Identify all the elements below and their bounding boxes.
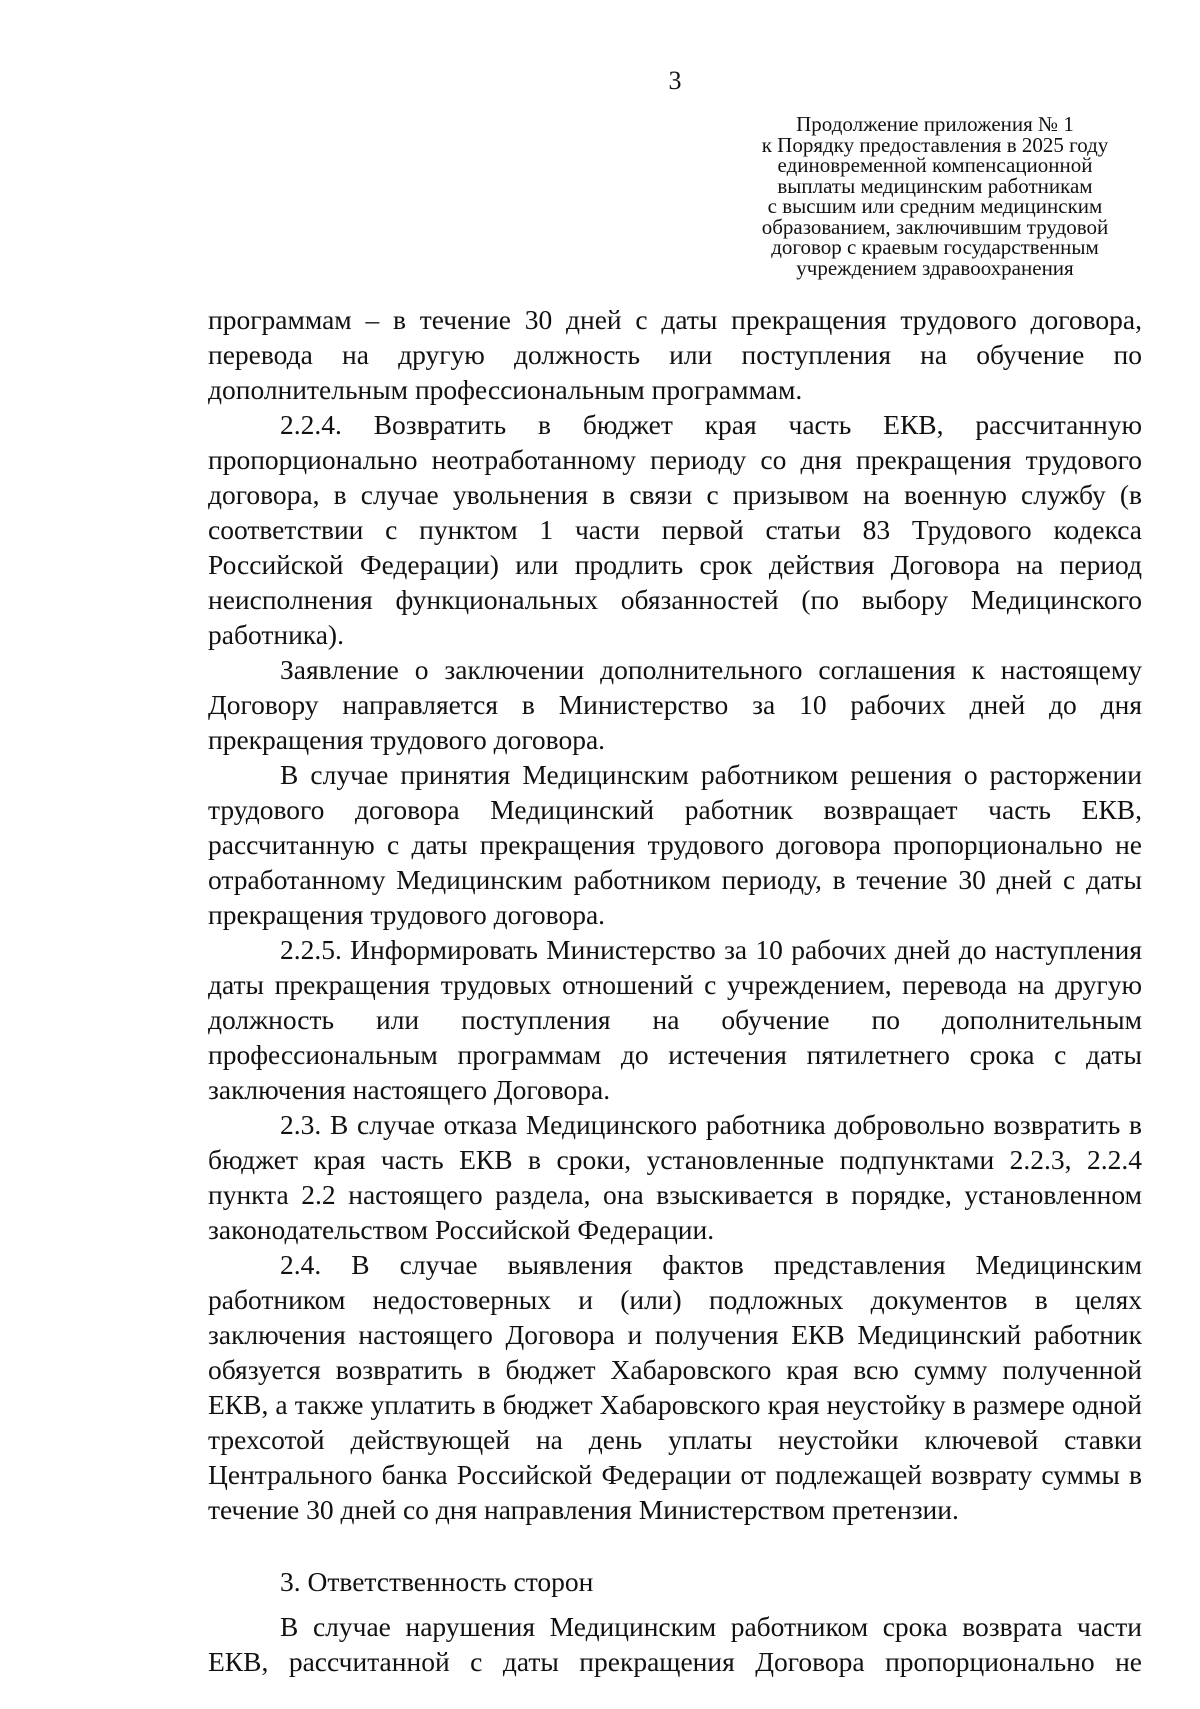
page-number: 3 <box>668 66 682 95</box>
appendix-line: учреждением здравоохранения <box>796 255 1074 280</box>
appendix-line: единовременной компенсационной <box>777 153 1093 177</box>
paragraph-clause-2-2-5: 2.2.5. Информировать Министерство за 10 рабочих дней до наступления даты прекращения трудовых отношений с учреждением, перевода на другую должность или поступления на обучение по дополнительным профессиональным программам до истечения пятилетнего срока с даты заключения настоящего Договора. <box>208 934 1142 1105</box>
document-body <box>208 302 1142 1679</box>
appendix-header <box>720 114 1150 278</box>
appendix-line: к Порядку предоставления в 2025 году <box>761 132 1109 157</box>
appendix-line: образованием, заключившим трудовой <box>761 214 1109 239</box>
paragraph-responsibility: В случае нарушения Медицинским работником срока возврата части ЕКВ, рассчитанной с даты прекращения Договора пропорционально не <box>208 1611 1142 1677</box>
appendix-line: с высшим или средним медицинским <box>767 194 1103 218</box>
paragraph-continuation: программам – в течение 30 дней с даты прекращения трудового договора, перевода на другую должность или поступления на обучение по дополнительным профессиональным программам. <box>208 304 1142 405</box>
appendix-line: выплаты медицинским работникам <box>777 173 1093 198</box>
paragraph-clause-2-3: 2.3. В случае отказа Медицинского работника добровольно возвратить в бюджет края часть ЕКВ в сроки, установленные подпунктами 2.2.3, 2.2.4 пункта 2.2 настоящего раздела, она взыскивается в порядке, установленном законодательством Российской Федерации. <box>208 1109 1142 1245</box>
paragraph-clause-2-4: 2.4. В случае выявления фактов представления Медицинским работником недостоверных и (или) подложных документов в целях заключения настоящего Договора и получения ЕКВ Медицинский работник обязуется возвратить в бюджет Хабаровского края всю сумму полученной ЕКВ, а также уплатить в бюджет Хабаровского края неустойку в размере одной трехсотой действующей на день уплаты неустойки ключевой ставки Центрального банка Российской Федерации от подлежащей возврату суммы в течение 30 дней со дня направления Министерством претензии. <box>208 1249 1142 1525</box>
appendix-line: договор с краевым государственным <box>771 235 1099 259</box>
paragraph-termination: В случае принятия Медицинским работником решения о расторжении трудового договора Медицинский работник возвращает часть ЕКВ, рассчитанную с даты прекращения трудового договора пропорционально не отработанному Медицинским работником периоду, в течение 30 дней с даты прекращения трудового договора. <box>208 759 1142 930</box>
section-heading: 3. Ответственность сторон <box>280 1566 594 1597</box>
paragraph-application: Заявление о заключении дополнительного соглашения к настоящему Договору направляется в Министерство за 10 рабочих дней до дня прекращения трудового договора. <box>208 654 1142 755</box>
paragraph-clause-2-2-4: 2.2.4. Возвратить в бюджет края часть ЕКВ, рассчитанную пропорционально неотработанному периоду со дня прекращения трудового договора, в случае увольнения в связи с призывом на военную службу (в соответствии с пунктом 1 части первой статьи 83 Трудового кодекса Российской Федерации) или продлить срок действия Договора на период неисполнения функциональных обязанностей (по выбору Медицинского работника). <box>208 409 1142 650</box>
appendix-line: Продолжение приложения № 1 <box>796 112 1074 136</box>
